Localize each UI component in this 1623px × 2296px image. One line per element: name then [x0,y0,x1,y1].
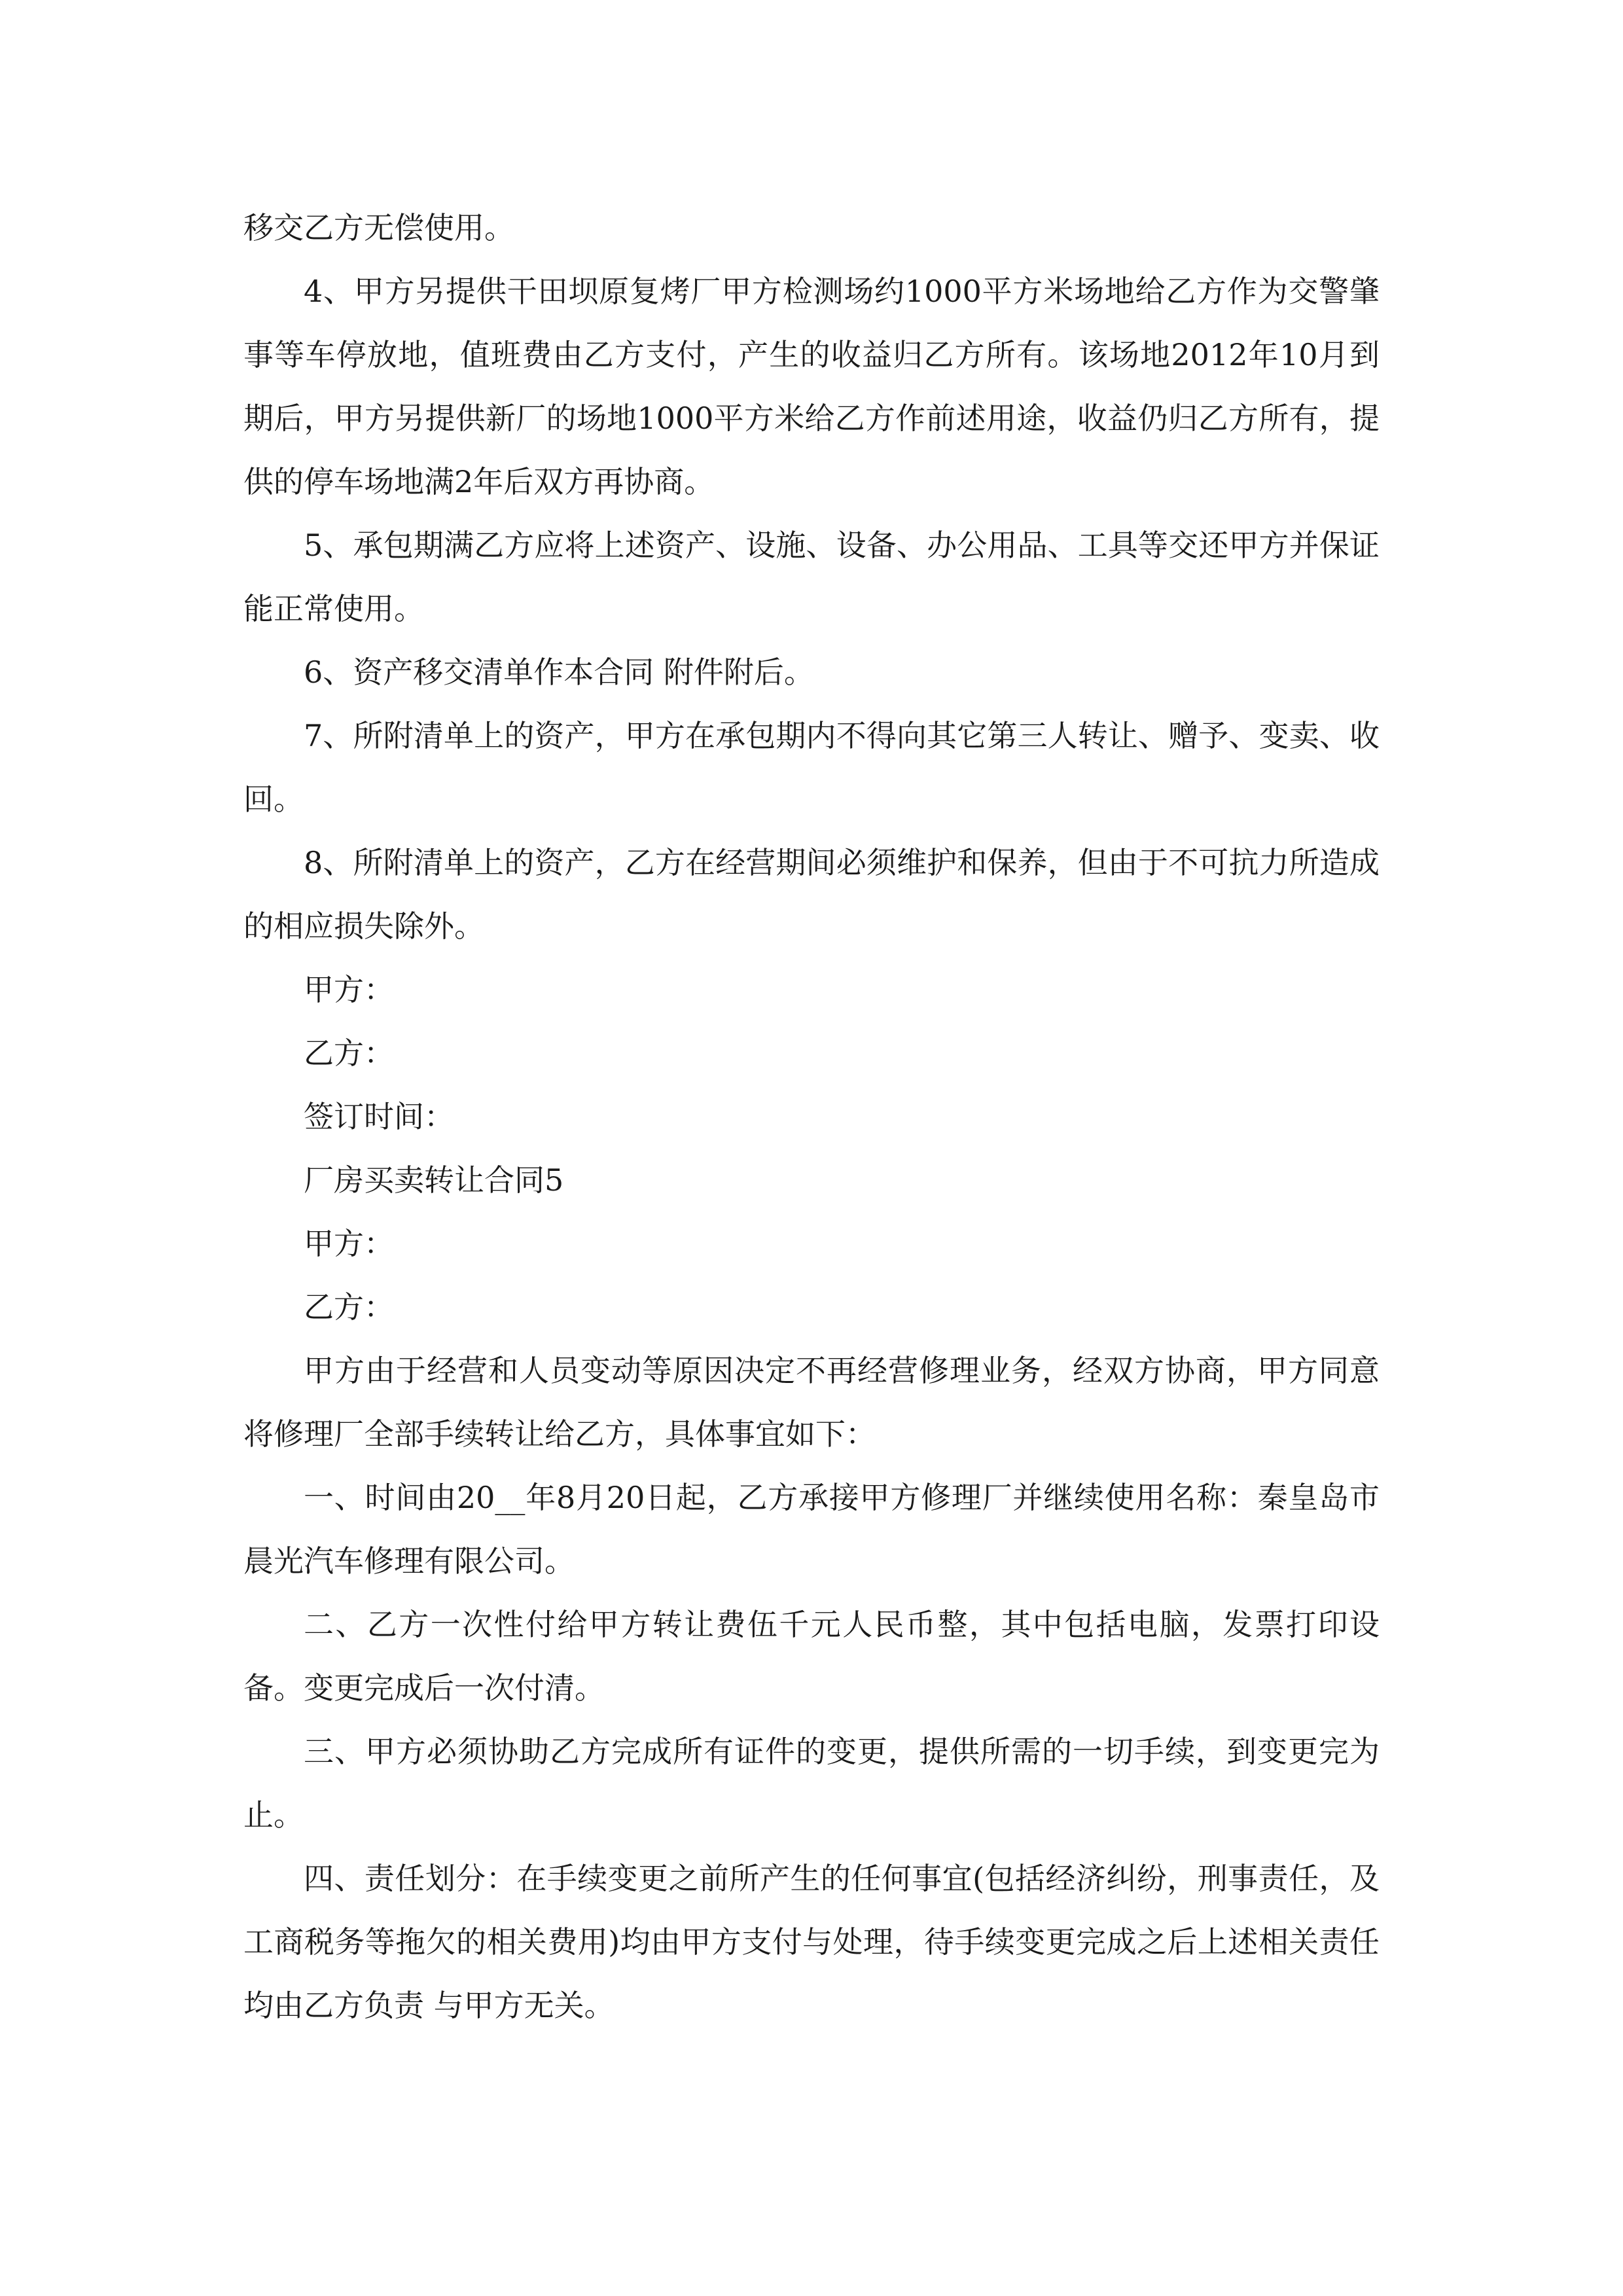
document-body [243,196,1380,2037]
clause-four: 四、责任划分：在手续变更之前所产生的任何事宜(包括经济纠纷，刑事责任，及工商税务等拖欠的相关费用)均由甲方支付与处理，待手续变更完成之后上述相关责任均由乙方负责 与甲方无关。 [243,1861,1380,2023]
paragraph-item-8: 8、所附清单上的资产，乙方在经营期间必须维护和保养，但由于不可抗力所造成的相应损失除外。 [243,845,1380,944]
clause-two: 二、乙方一次性付给甲方转让费伍千元人民币整，其中包括电脑，发票打印设备。变更完成后一次付清。 [243,1607,1380,1706]
party-b-label: 乙方： [304,1289,394,1325]
signature-party-b: 乙方： [304,1035,394,1071]
paragraph-item-7: 7、所附清单上的资产，甲方在承包期内不得向其它第三人转让、赠予、变卖、收回。 [243,718,1380,817]
party-a-label: 甲方： [304,1226,394,1261]
paragraph-continuation: 移交乙方无偿使用。 [243,210,514,245]
clause-one: 一、时间由20__年8月20日起，乙方承接甲方修理厂并继续使用名称：秦皇岛市晨光汽车修理有限公司。 [243,1480,1380,1579]
signing-date-label: 签订时间： [304,1099,454,1134]
contract-preamble: 甲方由于经营和人员变动等原因决定不再经营修理业务，经双方协商，甲方同意将修理厂全部手续转让给乙方，具体事宜如下： [243,1353,1380,1452]
clause-three: 三、甲方必须协助乙方完成所有证件的变更，提供所需的一切手续，到变更完为止。 [243,1734,1380,1833]
paragraph-item-4: 4、甲方另提供干田坝原复烤厂甲方检测场约1000平方米场地给乙方作为交警肇事等车停放地，值班费由乙方支付，产生的收益归乙方所有。该场地2012年10月到期后，甲方另提供新厂的场地1000平方米给乙方作前述用途，收益仍归乙方所有，提供的停车场地满2年后双方再协商。 [243,274,1380,499]
signature-party-a: 甲方： [304,972,394,1007]
paragraph-item-5: 5、承包期满乙方应将上述资产、设施、设备、办公用品、工具等交还甲方并保证能正常使用。 [243,528,1380,626]
paragraph-item-6: 6、资产移交清单作本合同 附件附后。 [304,655,814,690]
contract-title: 厂房买卖转让合同5 [304,1162,564,1198]
